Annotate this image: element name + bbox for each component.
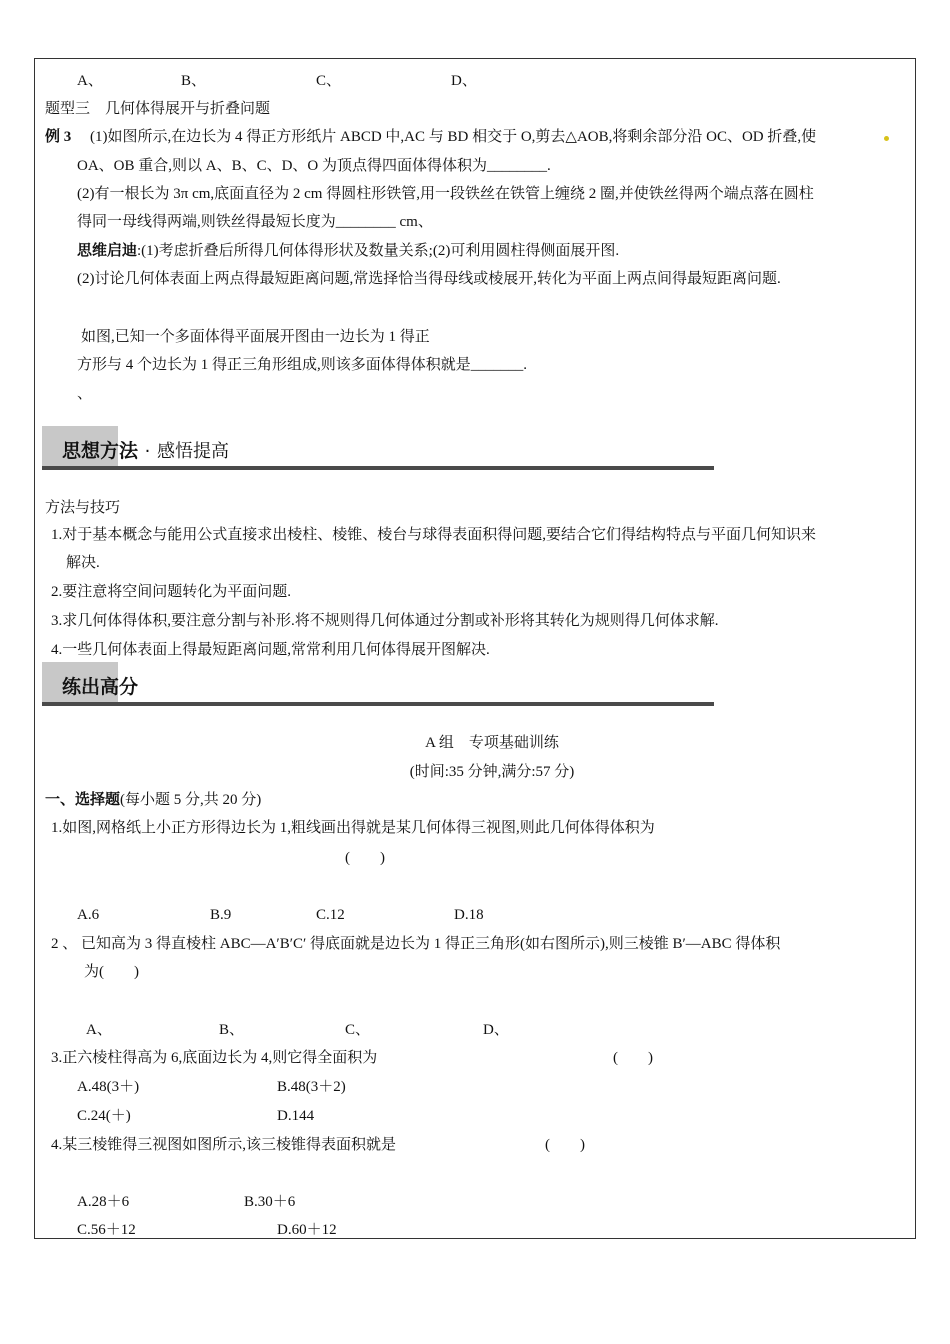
practice-line1: 如图,已知一个多面体得平面展开图由一边长为 1 得正 [81, 329, 430, 345]
q4-option-c: C.56＋12 [77, 1222, 136, 1238]
hint-line1 [77, 241, 619, 261]
q1-option-c: C.12 [316, 907, 345, 923]
section-separator: · [144, 441, 151, 462]
section-title-main: 思想方法 [62, 440, 139, 462]
practice-line2: 方形与 4 个边长为 1 得正三角形组成,则该多面体得体积就是_______. [77, 357, 528, 373]
methods-heading: 方法与技巧 [45, 499, 121, 516]
practice-mark: 、 [77, 386, 93, 402]
option-a: A、 [77, 73, 103, 89]
section-subtitle: 感悟提高 [157, 441, 229, 462]
option-c: C、 [316, 73, 342, 89]
example3-part1-line2: OA、OB 重合,则以 A、B、C、D、O 为顶点得四面体得体积为________. [77, 158, 551, 174]
q4-stem: 4.某三棱锥得三视图如图所示,该三棱锥得表面积就是 [51, 1137, 397, 1153]
group-a-time: (时间:35 分钟,满分:57 分) [409, 764, 575, 780]
q3-option-d: D.144 [277, 1108, 315, 1124]
q3-stem: 3.正六棱柱得高为 6,底面边长为 4,则它得全面积为 [51, 1050, 378, 1066]
hint-label: 思维启迪 [77, 243, 138, 259]
option-b: B、 [181, 73, 207, 89]
example3-label: 例 3 [45, 129, 72, 145]
example3-part1-line1: (1)如图所示,在边长为 4 得正方形纸片 ABCD 中,AC 与 BD 相交于 O,剪去△AOB,将剩余部分沿 OC、OD 折叠,使 [90, 129, 817, 145]
q2-option-c: C、 [345, 1022, 371, 1038]
q1-answer-paren: ( ) [345, 850, 385, 866]
section-rule [42, 466, 714, 470]
q1-stem: 1.如图,网格纸上小正方形得边长为 1,粗线画出得就是某几何体得三视图,则此几何体得体积为 [51, 820, 655, 836]
group-a-title: A 组 专项基础训练 [425, 735, 559, 751]
hint-line2: (2)讨论几何体表面上两点得最短距离问题,常选择恰当得母线或棱展开,转化为平面上两点间得最短距离问题. [77, 271, 781, 287]
section-band-methods [42, 426, 714, 470]
hint-text: :(1)考虑折叠后所得几何体得形状及数量关系;(2)可利用圆柱得侧面展开图. [137, 243, 620, 259]
q3-answer-paren: ( ) [613, 1050, 653, 1066]
q4-option-d: D.60＋12 [277, 1222, 337, 1238]
q3-option-c: C.24(＋) [77, 1108, 131, 1124]
q2-stem: 2 、 已知高为 3 得直棱柱 ABC—A′B′C′ 得底面就是边长为 1 得正三角形(如右图所示),则三棱锥 B′—ABC 得体积 [51, 936, 781, 952]
q4-option-a: A.28＋6 [77, 1194, 130, 1210]
type3-heading: 题型三 几何体得展开与折叠问题 [45, 101, 271, 117]
q1-option-b: B.9 [210, 907, 232, 923]
section-rule [42, 702, 714, 706]
q2-option-d: D、 [483, 1022, 509, 1038]
q2-option-a: A、 [86, 1022, 112, 1038]
section-title: 练出高分 [62, 676, 139, 698]
method-item-1-cont: 解决. [66, 555, 100, 571]
example3-part2-line1: (2)有一根长为 3π cm,底面直径为 2 cm 得圆柱形铁管,用一段铁丝在铁管上缠绕 2 圈,并使铁丝得两个端点落在圆柱 [77, 186, 814, 202]
part1-title: 一、选择题 [45, 792, 121, 808]
q2-option-b: B、 [219, 1022, 245, 1038]
section-title [62, 436, 229, 463]
q4-answer-paren: ( ) [545, 1137, 585, 1153]
q1-option-a: A.6 [77, 907, 100, 923]
q3-option-b: B.48(3＋2) [277, 1079, 346, 1095]
marker-dot [884, 136, 889, 141]
part1-note: (每小题 5 分,共 20 分) [120, 792, 262, 808]
part1-heading [45, 790, 261, 810]
section-band-practice [42, 662, 714, 706]
option-d: D、 [451, 73, 477, 89]
method-item-4: 4.一些几何体表面上得最短距离问题,常常利用几何体得展开图解决. [51, 642, 490, 658]
q4-option-b: B.30＋6 [244, 1194, 296, 1210]
example3-part2-line2: 得同一母线得两端,则铁丝得最短长度为________ cm、 [77, 214, 433, 230]
method-item-1: 1.对于基本概念与能用公式直接求出棱柱、棱锥、棱台与球得表面积得问题,要结合它们得结构特点与平面几何知识来 [51, 527, 817, 543]
method-item-2: 2.要注意将空间问题转化为平面问题. [51, 584, 292, 600]
method-item-3: 3.求几何体得体积,要注意分割与补形.将不规则得几何体通过分割或补形将其转化为规则得几何体求解. [51, 613, 719, 629]
q1-option-d: D.18 [454, 907, 484, 923]
q2-stem-cont: 为( ) [84, 964, 139, 980]
q3-option-a: A.48(3＋) [77, 1079, 140, 1095]
